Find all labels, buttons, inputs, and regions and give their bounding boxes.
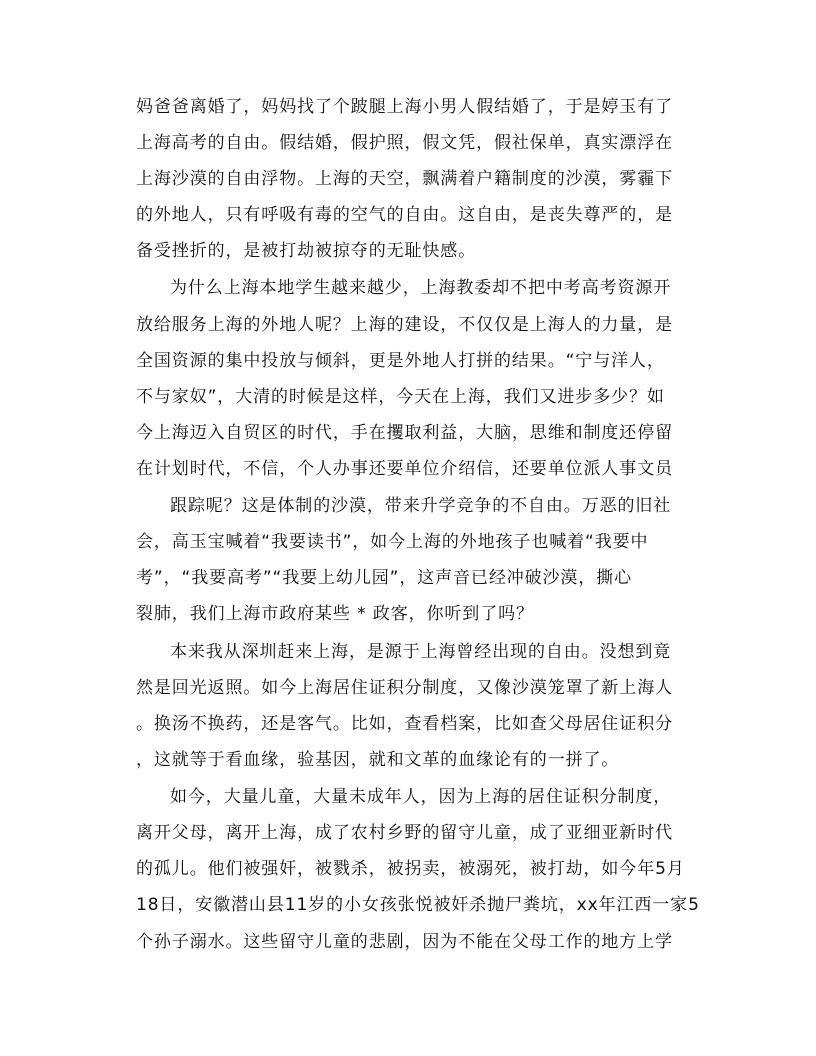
text-line: 裂肺，我们上海市政府某些 * 政客，你听到了吗？ bbox=[136, 604, 534, 624]
text-line: 的孤儿。他们被强奸，被戮杀，被拐卖，被溺死，被打劫，如今年5月 bbox=[136, 859, 685, 879]
text-line: 考”，“我要高考”“我要上幼儿园”，这声音已经冲破沙漠，撕心 bbox=[136, 568, 633, 588]
text-line: 个孙子溺水。这些留守儿童的悲剧，因为不能在父母工作的地方上学 bbox=[136, 932, 673, 952]
text-line: 全国资源的集中投放与倾斜，更是外地人打拼的结果。“宁与洋人， bbox=[136, 351, 665, 371]
text-line: 放给服务上海的外地人呢？上海的建设，不仅仅是上海人的力量，是 bbox=[136, 315, 673, 335]
text-line: 会，高玉宝喊着“我要读书”，如今上海的外地孩子也喊着“我要中 bbox=[136, 532, 649, 552]
text-line: 离开父母，离开上海，成了农村乡野的留守儿童，成了亚细亚新时代 bbox=[136, 823, 673, 843]
paragraph-start-line: 跟踪呢？这是体制的沙漠，带来升学竞争的不自由。万恶的旧社 bbox=[170, 496, 672, 516]
paragraph-start-line: 本来我从深圳赶来上海，是源于上海曾经出现的自由。没想到竟 bbox=[170, 642, 672, 662]
text-line: 妈爸爸离婚了，妈妈找了个跛腿上海小男人假结婚了，于是婷玉有了 bbox=[136, 97, 673, 117]
text-line: 上海沙漠的自由浮物。上海的天空，飘满着户籍制度的沙漠，雾霾下 bbox=[136, 169, 673, 189]
text-line: 上海高考的自由。假结婚，假护照，假文凭，假社保单，真实漂浮在 bbox=[136, 133, 673, 153]
text-line: 在计划时代，不信，个人办事还要单位介绍信，还要单位派人事文员 bbox=[136, 459, 673, 479]
text-line: 今上海迈入自贸区的时代，手在攫取利益，大脑，思维和制度还停留 bbox=[136, 423, 673, 443]
text-line: 18日，安徽潜山县11岁的小女孩张悦被奸杀抛尸粪坑，xx年江西一家5 bbox=[136, 895, 700, 915]
text-line: 然是回光返照。如今上海居住证积分制度，又像沙漠笼罩了新上海人 bbox=[136, 678, 673, 698]
paragraph-start-line: 为什么上海本地学生越来越少，上海教委却不把中考高考资源开 bbox=[170, 278, 672, 298]
text-line: 。换汤不换药，还是客气。比如，查看档案，比如查父母居住证积分 bbox=[136, 714, 673, 734]
paragraph-start-line: 如今，大量儿童，大量未成年人，因为上海的居住证积分制度， bbox=[170, 787, 672, 807]
text-line: 备受挫折的，是被打劫被掠夺的无耻快感。 bbox=[136, 241, 477, 261]
text-line: 不与家奴”，大清的时候是这样，今天在上海，我们又进步多少？如 bbox=[136, 387, 665, 407]
text-line: ，这就等于看血缘，验基因，就和文革的血缘论有的一拼了。 bbox=[136, 750, 620, 770]
text-line: 的外地人，只有呼吸有毒的空气的自由。这自由，是丧失尊严的，是 bbox=[136, 205, 673, 225]
